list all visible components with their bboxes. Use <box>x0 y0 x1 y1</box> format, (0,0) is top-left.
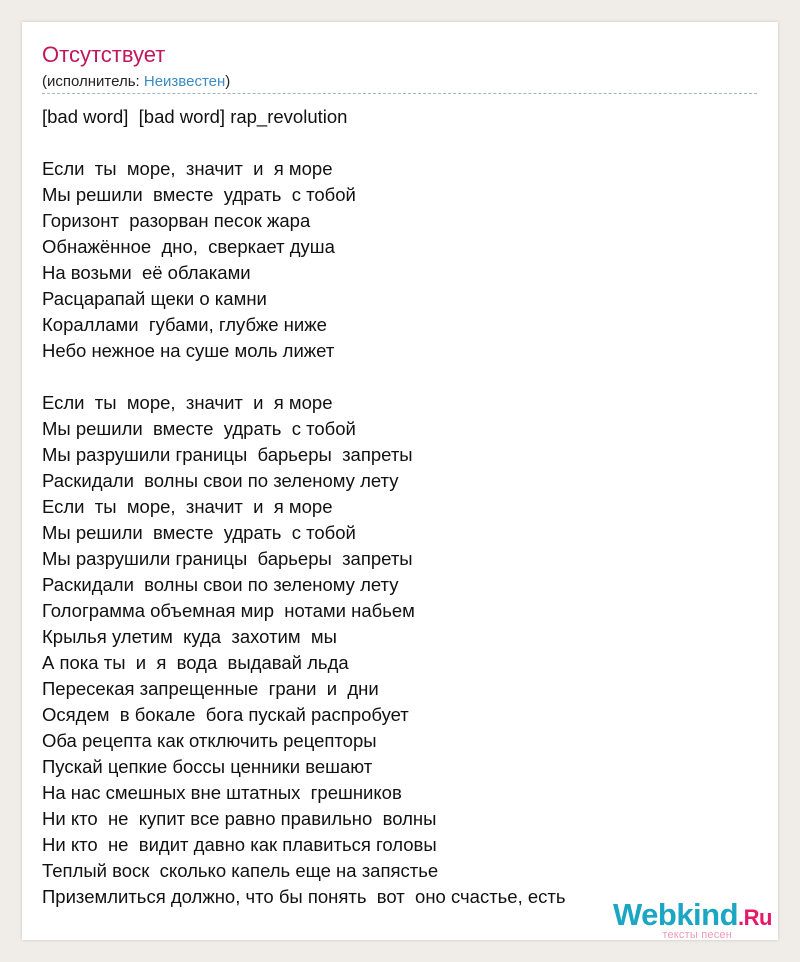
site-logo[interactable] <box>612 897 772 940</box>
artist-line <box>42 73 230 90</box>
lyrics-line: Крылья улетим куда захотим мы <box>42 626 337 647</box>
lyrics-line: А пока ты и я вода выдавай льда <box>42 652 349 673</box>
lyrics-line: На нас смешных вне штатных грешников <box>42 782 402 803</box>
lyrics-line: Ни кто не купит все равно правильно волны <box>42 808 437 829</box>
lyrics-line: Кораллами губами, глубже ниже <box>42 314 327 335</box>
lyrics-line: Если ты море, значит и я море <box>42 392 333 413</box>
lyrics-line: Голограмма объемная мир нотами набьем <box>42 600 415 621</box>
lyrics-line: Мы решили вместе удрать с тобой <box>42 184 356 205</box>
lyrics-line: Осядем в бокале бога пускай распробует <box>42 704 409 725</box>
lyrics-line: Раскидали волны свои по зеленому лету <box>42 470 399 491</box>
lyrics-line: Ни кто не видит давно как плавиться головы <box>42 834 437 855</box>
song-title: Отсутствует <box>42 42 166 67</box>
lyrics-line: Обнажённое дно, сверкает душа <box>42 236 335 257</box>
lyrics-line: Мы решили вместе удрать с тобой <box>42 418 356 439</box>
lyrics-line: Если ты море, значит и я море <box>42 158 333 179</box>
lyrics-line: Оба рецепта как отключить рецепторы <box>42 730 377 751</box>
artist-suffix: ) <box>225 73 231 90</box>
lyrics-line: Мы разрушили границы барьеры запреты <box>42 444 413 465</box>
lyrics-line: Если ты море, значит и я море <box>42 496 333 517</box>
artist-prefix: (исполнитель: <box>42 73 144 90</box>
lyrics-line: Мы решили вместе удрать с тобой <box>42 522 356 543</box>
lyrics-text <box>42 104 757 910</box>
lyrics-line: Раскидали волны свои по зеленому лету <box>42 574 399 595</box>
lyrics-line: Горизонт разорван песок жара <box>42 210 311 231</box>
logo-main-text: Webkind <box>612 897 739 932</box>
lyrics-line: [bad word] [bad word] rap_revolution <box>42 106 348 127</box>
lyrics-line: Расцарапай щеки о камни <box>42 288 267 309</box>
lyrics-line: На возьми её облаками <box>42 262 251 283</box>
lyrics-line: Небо нежное на суше моль лижет <box>42 340 335 361</box>
lyrics-line: Мы разрушили границы барьеры запреты <box>42 548 413 569</box>
lyrics-line: Теплый воск сколько капель еще на запястье <box>42 860 439 881</box>
lyrics-card <box>22 22 778 940</box>
logo-suffix-text: .Ru <box>738 905 772 930</box>
lyrics-blank-line <box>42 364 757 390</box>
lyrics-line: Приземлиться должно, что бы понять вот оно счастье, есть <box>42 886 566 907</box>
artist-link[interactable]: Неизвестен <box>143 73 226 90</box>
lyrics-blank-line <box>42 130 757 156</box>
divider <box>42 93 757 94</box>
lyrics-line: Пересекая запрещенные грани и дни <box>42 678 379 699</box>
logo-tagline: тексты песен <box>662 929 732 940</box>
lyrics-line: Пускай цепкие боссы ценники вешают <box>42 756 373 777</box>
